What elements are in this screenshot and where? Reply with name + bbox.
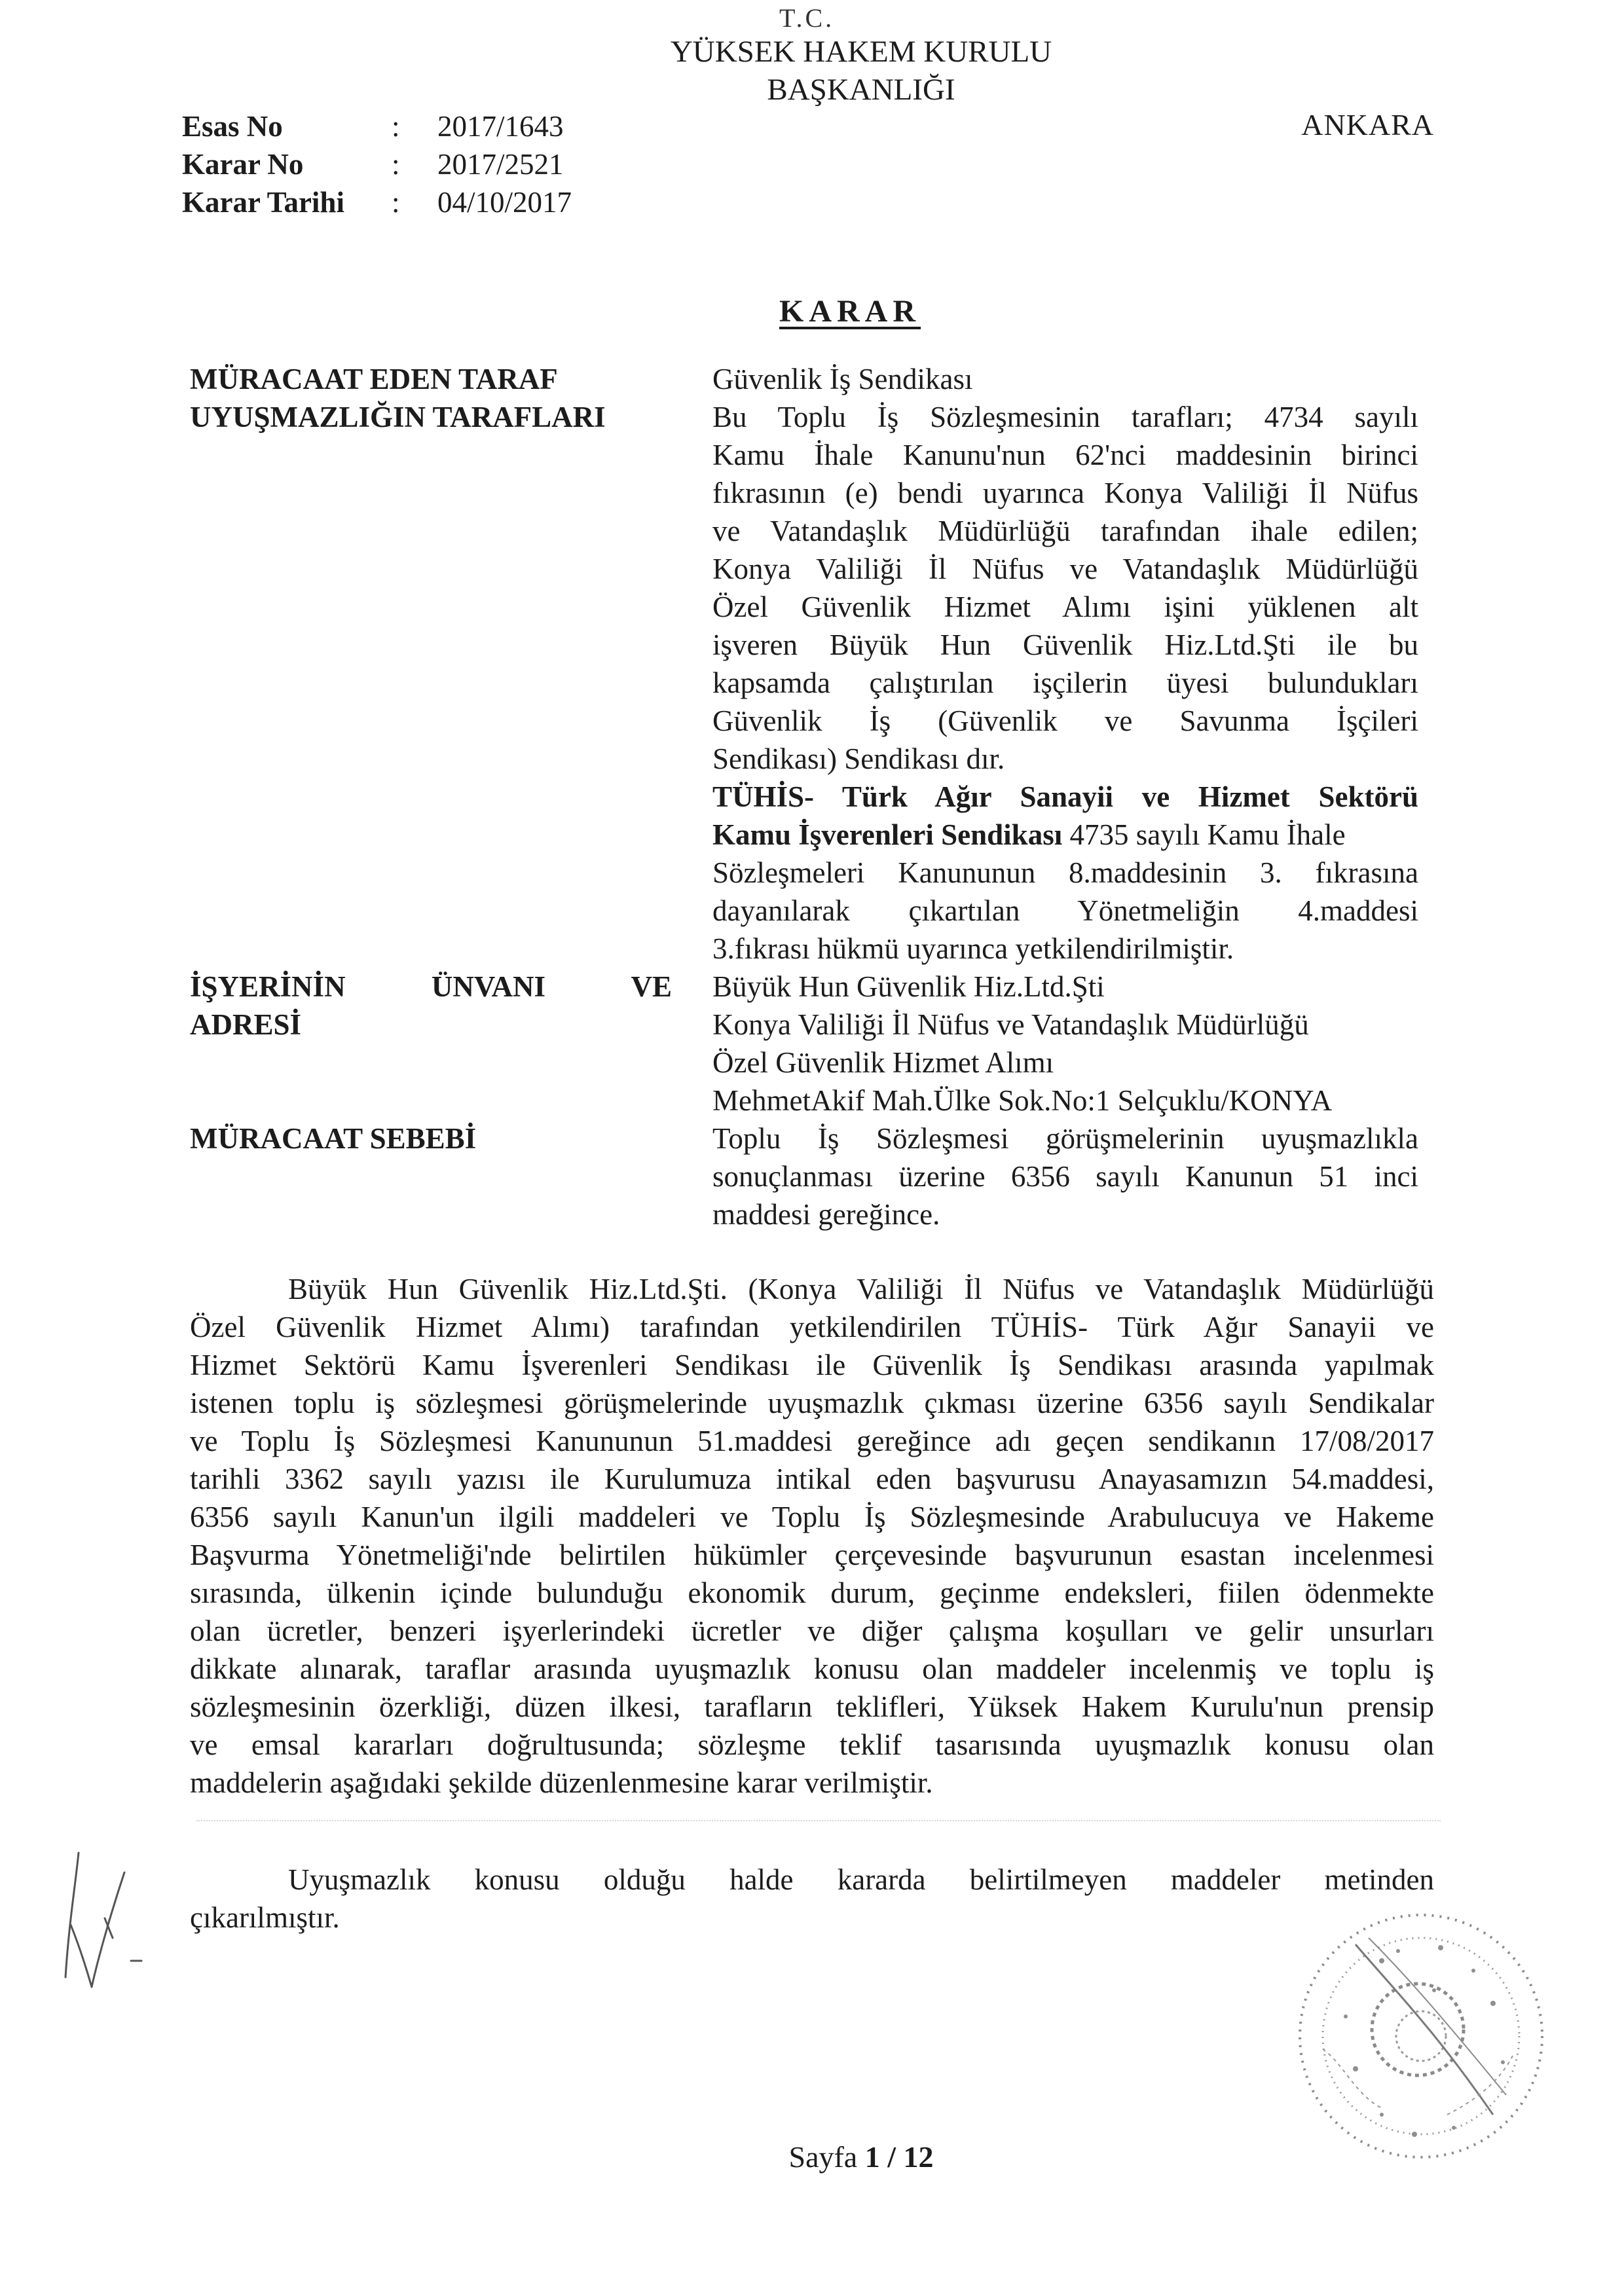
parties-bold-line xyxy=(712,778,1418,816)
page-separator: / xyxy=(879,2140,904,2174)
paragraph-line: Uyuşmazlık konusu olduğu halde kararda belirtilmeyen maddeler metinden xyxy=(288,1863,1434,1896)
meta-row-tarih xyxy=(182,183,572,221)
parties-line: Sözleşmeleri Kanununun 8.maddesinin 3. fıkrasına xyxy=(712,856,1418,889)
parties-line: dayanılarak çıkartılan Yönetmeliğin 4.maddesi xyxy=(712,894,1418,927)
parties-line: Konya Valiliği İl Nüfus ve Vatandaşlık Müdürlüğü xyxy=(712,553,1418,585)
paragraph-line: olan ücretler, benzeri işyerlerindeki ücretler ve diğer çalışma koşulları ve gelir unsurları xyxy=(190,1614,1434,1647)
parties-line: Bu Toplu İş Sözleşmesinin tarafları; 4734 sayılı xyxy=(712,401,1418,433)
institution-subtitle: BAŞKANLIĞI xyxy=(767,73,955,107)
workplace-line: Büyük Hun Güvenlik Hiz.Ltd.Şti xyxy=(712,970,1105,1003)
city: ANKARA xyxy=(1301,108,1434,141)
paragraph-line: maddelerin aşağıdaki şekilde düzenlenmesine karar verilmiştir. xyxy=(190,1766,933,1799)
paragraph-line: Başvurma Yönetmeliği'nde belirtilen hükümler çerçevesinde başvurunun esastan incelenmesi xyxy=(190,1539,1434,1571)
meta-row-karar xyxy=(182,145,564,183)
applicant-name: Güvenlik İş Sendikası xyxy=(712,363,973,395)
institution-name: YÜKSEK HAKEM KURULU xyxy=(670,35,1052,69)
header-top-fragment: T.C. xyxy=(779,3,835,33)
workplace-line: Konya Valiliği İl Nüfus ve Vatandaşlık Müdürlüğü xyxy=(712,1008,1309,1041)
meta-key: Karar Tarihi xyxy=(182,186,344,219)
parties-line: fıkrasının (e) bendi uyarınca Konya Valiliği İl Nüfus xyxy=(712,477,1418,509)
workplace-line: Özel Güvenlik Hizmet Alımı xyxy=(712,1046,1054,1079)
reason-label: MÜRACAAT SEBEBİ xyxy=(190,1122,477,1155)
reason-line: maddesi gereğince. xyxy=(712,1198,940,1231)
parties-value xyxy=(712,398,1418,968)
seal-icon xyxy=(1283,1899,1559,2174)
page-number xyxy=(0,2140,1624,2174)
parties-line: Kamu İhale Kanunu'nun 62'nci maddesinin birinci xyxy=(712,439,1418,471)
parties-line: Özel Güvenlik Hizmet Alımı işini yüklenen alt xyxy=(712,591,1418,623)
meta-row-esas xyxy=(182,107,564,145)
page-prefix: Sayfa xyxy=(788,2140,865,2174)
parties-line: 3.fıkrası hükmü uyarınca yetkilendirilmiştir. xyxy=(712,932,1234,965)
meta-value: 04/10/2017 xyxy=(437,186,572,219)
meta-sep: : xyxy=(392,186,400,219)
paragraph-line: çıkarılmıştır. xyxy=(190,1901,340,1934)
parties-line: Güvenlik İş (Güvenlik ve Savunma İşçileri xyxy=(712,704,1418,737)
document-title: KARAR xyxy=(779,294,921,329)
paragraph-line: tarihli 3362 sayılı yazısı ile Kurulumuza intikal eden başvurusu Anayasamızın 54.maddesi, xyxy=(190,1463,1434,1495)
reason-value xyxy=(712,1120,1418,1233)
parties-line-rest: 4735 sayılı Kamu İhale xyxy=(1062,818,1346,851)
workplace-value xyxy=(712,968,1418,1120)
parties-label: UYUŞMAZLIĞIN TARAFLARI xyxy=(190,401,606,433)
meta-sep: : xyxy=(392,110,400,143)
parties-line: kapsamda çalıştırılan işçilerin üyesi bulundukları xyxy=(712,666,1418,699)
workplace-label-cont: ADRESİ xyxy=(190,1008,302,1041)
paragraph-line: dikkate alınarak, taraflar arasında uyuşmazlık konusu olan maddeler incelenmiş ve toplu iş xyxy=(190,1652,1434,1685)
paragraph-line: istenen toplu iş sözleşmesi görüşmelerinde uyuşmazlık çıkması üzerine 6356 sayılı Sendikalar xyxy=(190,1387,1434,1419)
meta-value: 2017/2521 xyxy=(437,148,564,181)
paragraph-line: Özel Güvenlik Hizmet Alımı) tarafından yetkilendirilen TÜHİS- Türk Ağır Sanayii ve xyxy=(190,1311,1434,1343)
removal-paragraph xyxy=(190,1861,1434,1937)
reason-line: sonuçlanması üzerine 6356 sayılı Kanunun 51 inci xyxy=(712,1160,1418,1193)
parties-line: ve Vatandaşlık Müdürlüğü tarafından ihale edilen; xyxy=(712,515,1418,547)
meta-key: Esas No xyxy=(182,110,283,143)
paragraph-line: Büyük Hun Güvenlik Hiz.Ltd.Şti. (Konya Valiliği İl Nüfus ve Vatandaşlık Müdürlüğü xyxy=(288,1273,1434,1305)
reason-line: Toplu İş Sözleşmesi görüşmelerinin uyuşmazlıkla xyxy=(712,1122,1418,1155)
workplace-line: MehmetAkif Mah.Ülke Sok.No:1 Selçuklu/KONYA xyxy=(712,1084,1333,1117)
paragraph-line: ve emsal kararları doğrultusunda; sözleşme teklif tasarısında uyuşmazlık konusu olan xyxy=(190,1728,1434,1761)
employer-union-name-cont: Kamu İşverenleri Sendikası xyxy=(712,818,1063,851)
paragraph-line: 6356 sayılı Kanun'un ilgili maddeleri ve Toplu İş Sözleşmesinde Arabulucuya ve Hakeme xyxy=(190,1501,1434,1533)
applicant-value xyxy=(712,360,1418,398)
signature-icon xyxy=(39,1846,151,2003)
applicant-label: MÜRACAAT EDEN TARAF xyxy=(190,363,558,395)
employer-union-name: TÜHİS- Türk Ağır Sanayii ve Hizmet Sektörü xyxy=(712,780,1418,813)
page-current: 1 xyxy=(864,2140,880,2174)
meta-key: Karar No xyxy=(182,148,304,181)
signature-mark xyxy=(39,1846,151,2003)
page-total: 12 xyxy=(903,2140,934,2174)
official-seal xyxy=(1283,1899,1559,2174)
paragraph-line: Hizmet Sektörü Kamu İşverenleri Sendikası ile Güvenlik İş Sendikası arasında yapılmak xyxy=(190,1349,1434,1381)
parties-mixed-line xyxy=(712,816,1418,854)
meta-sep: : xyxy=(392,148,400,181)
paragraph-line: ve Toplu İş Sözleşmesi Kanununun 51.maddesi gereğince adı geçen sendikanın 17/08/2017 xyxy=(190,1425,1434,1457)
workplace-label: İŞYERİNİN ÜNVANI VE xyxy=(190,970,672,1003)
parties-line: Sendikası) Sendikası dır. xyxy=(712,742,1005,775)
meta-value: 2017/1643 xyxy=(437,110,564,143)
paragraph-line: sırasında, ülkenin içinde bulunduğu ekonomik durum, geçinme endeksleri, fiilen ödenmekte xyxy=(190,1576,1434,1609)
decision-paragraph xyxy=(190,1270,1434,1802)
parties-line: işveren Büyük Hun Güvenlik Hiz.Ltd.Şti ile bu xyxy=(712,629,1418,661)
scan-divider xyxy=(196,1820,1441,1821)
paragraph-line: sözleşmesinin özerkliği, düzen ilkesi, tarafların teklifleri, Yüksek Hakem Kurulu'nun prensip xyxy=(190,1690,1434,1723)
